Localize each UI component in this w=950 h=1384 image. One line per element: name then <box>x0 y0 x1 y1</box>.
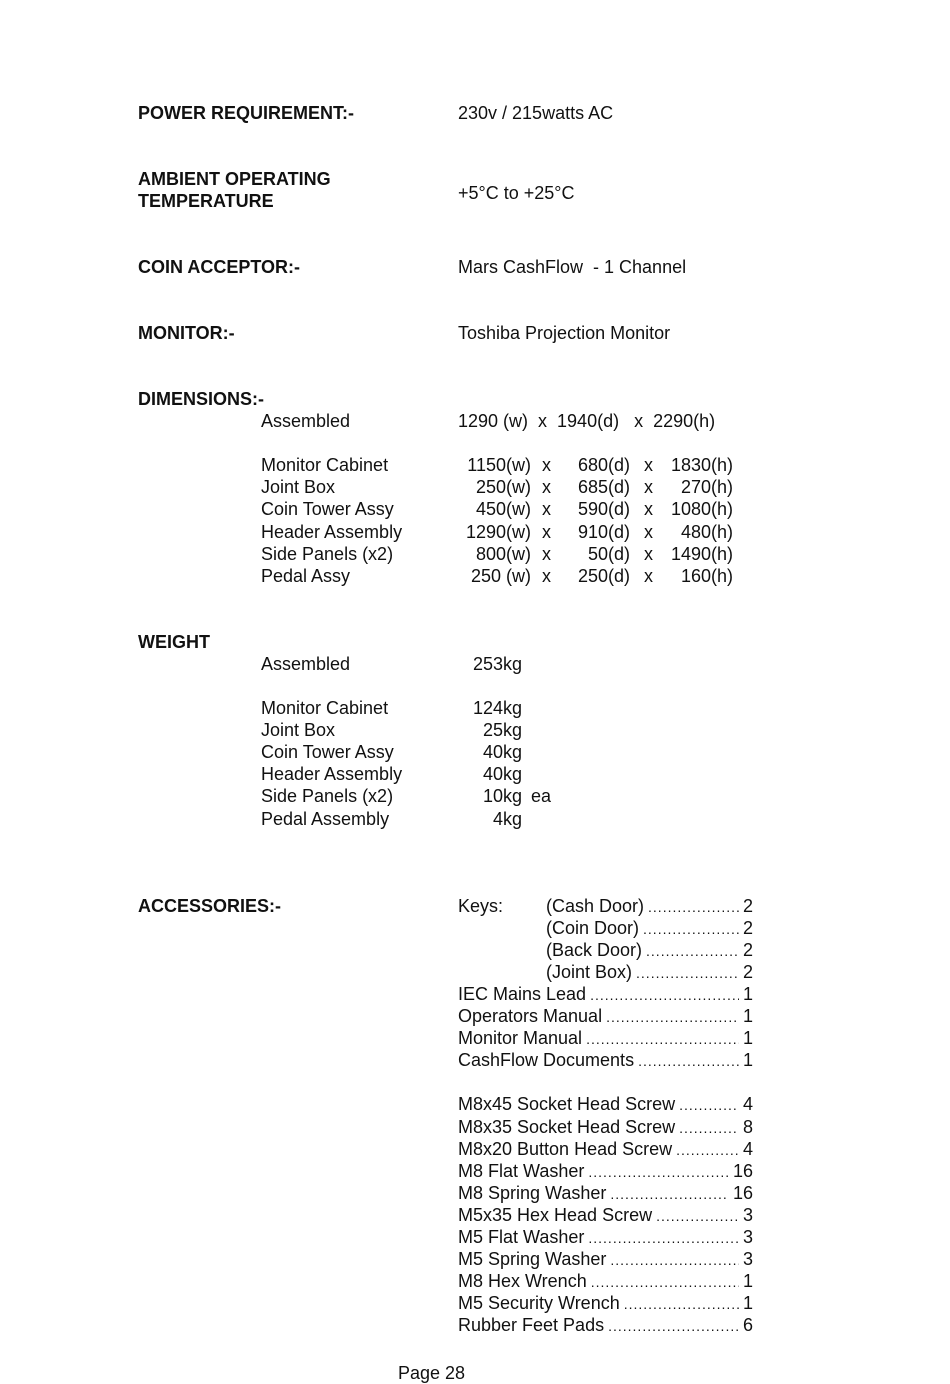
accessory-item <box>458 1005 753 1027</box>
dimensions-label: DIMENSIONS:- <box>138 389 264 409</box>
accessory-name: M8 Flat Washer <box>458 1160 585 1181</box>
dot-leader <box>590 984 739 1006</box>
accessory-quantity: 8 <box>742 1116 753 1137</box>
accessory-quantity: 3 <box>742 1226 753 1247</box>
dimension-height: 160(h) <box>680 566 733 586</box>
dot-leader <box>679 1117 739 1139</box>
dimension-separator: x <box>644 499 653 520</box>
weight-value: 40kg <box>482 742 522 763</box>
weight-part-name: Joint Box <box>261 720 336 741</box>
dimension-height: 1080(h) <box>670 499 733 520</box>
key-item <box>458 939 753 961</box>
monitor-value: Toshiba Projection Monitor <box>458 323 671 343</box>
weight-assembled-label: Assembled <box>261 654 351 674</box>
dimension-part-name: Header Assembly <box>261 521 403 542</box>
accessory-item <box>458 1049 753 1071</box>
dimension-row <box>261 543 781 565</box>
accessories-label: ACCESSORIES:- <box>138 896 282 916</box>
dimension-separator: x <box>542 521 551 542</box>
accessory-name: (Back Door) <box>546 940 643 961</box>
dimensions-assembled-label: Assembled <box>261 411 351 431</box>
weight-value: 40kg <box>482 764 522 785</box>
dimension-row <box>261 521 781 543</box>
accessory-name: Rubber Feet Pads <box>458 1314 605 1335</box>
weight-note: ea <box>531 786 552 807</box>
accessory-quantity: 2 <box>742 896 753 916</box>
hardware-item <box>458 1093 753 1115</box>
dimension-separator: x <box>542 499 551 520</box>
dimension-depth: 680(d) <box>577 455 630 475</box>
hardware-item <box>458 1226 753 1248</box>
dimension-depth: 50(d) <box>587 543 630 564</box>
power-requirement-value: 230v / 215watts AC <box>458 103 614 123</box>
dimension-separator: x <box>542 566 551 586</box>
dimension-row <box>261 498 781 520</box>
dot-leader <box>588 1227 739 1249</box>
dimension-part-name: Side Panels (x2) <box>261 543 394 564</box>
dimension-row <box>261 565 781 587</box>
weight-label: WEIGHT <box>138 632 210 652</box>
weight-row <box>261 719 581 741</box>
dot-leader <box>676 1139 739 1161</box>
dot-leader <box>679 1094 739 1116</box>
weight-row <box>261 808 581 830</box>
weight-row <box>261 697 581 719</box>
weight-part-name: Coin Tower Assy <box>261 742 394 763</box>
page-number: Page 28 <box>397 1363 466 1383</box>
accessory-name: Monitor Manual <box>458 1028 583 1049</box>
key-item <box>458 917 753 939</box>
accessory-quantity: 3 <box>742 1204 753 1225</box>
dot-leader <box>586 1028 739 1050</box>
accessory-name: (Coin Door) <box>546 918 640 939</box>
dimension-height: 480(h) <box>680 521 733 542</box>
dimension-part-name: Pedal Assy <box>261 566 351 586</box>
weight-part-name: Side Panels (x2) <box>261 786 394 807</box>
accessory-quantity: 2 <box>742 940 753 961</box>
dimension-part-name: Coin Tower Assy <box>261 499 394 520</box>
accessory-quantity: 1 <box>742 984 753 1005</box>
dimension-depth: 590(d) <box>577 499 630 520</box>
key-item <box>458 895 753 917</box>
dimension-height: 1490(h) <box>670 543 733 564</box>
weight-row <box>261 763 581 785</box>
hardware-item <box>458 1182 753 1204</box>
hardware-item <box>458 1292 753 1314</box>
weight-assembled-value: 253kg <box>472 654 522 674</box>
accessory-name: M8x45 Socket Head Screw <box>458 1094 676 1115</box>
accessory-name: M5x35 Hex Head Screw <box>458 1204 653 1225</box>
hardware-item <box>458 1314 753 1336</box>
hardware-item <box>458 1248 753 1270</box>
accessory-quantity: 4 <box>742 1138 753 1159</box>
dimension-width: 800(w) <box>475 543 531 564</box>
weight-value: 124kg <box>472 698 522 718</box>
accessory-item <box>458 1027 753 1049</box>
weight-value: 25kg <box>482 720 522 741</box>
accessory-name: M5 Spring Washer <box>458 1248 607 1269</box>
hardware-item <box>458 1160 753 1182</box>
dimension-height: 1830(h) <box>670 455 733 475</box>
accessory-quantity: 2 <box>742 918 753 939</box>
dimensions-assembled-value: 1290 (w) x 1940(d) x 2290(h) <box>458 411 716 431</box>
dot-leader <box>608 1315 739 1337</box>
dot-leader <box>624 1293 739 1315</box>
keys-label: Keys: <box>458 896 504 916</box>
hardware-item <box>458 1270 753 1292</box>
dot-leader <box>656 1205 739 1227</box>
accessory-name: M8 Hex Wrench <box>458 1270 587 1291</box>
dot-leader <box>588 1161 729 1183</box>
dimension-depth: 250(d) <box>577 566 630 586</box>
weight-value: 10kg <box>482 786 522 807</box>
accessory-name: M8 Spring Washer <box>458 1182 607 1203</box>
accessory-name: (Joint Box) <box>546 962 633 983</box>
dimension-separator: x <box>644 543 653 564</box>
accessory-quantity: 16 <box>732 1160 753 1181</box>
accessory-name: Operators Manual <box>458 1006 603 1027</box>
dot-leader <box>646 940 739 962</box>
accessory-quantity: 16 <box>732 1182 753 1203</box>
ambient-temperature-label-line1: AMBIENT OPERATING <box>138 169 331 189</box>
accessory-quantity: 1 <box>742 1006 753 1027</box>
accessory-quantity: 6 <box>742 1314 753 1335</box>
dimension-separator: x <box>644 455 653 475</box>
weight-part-name: Pedal Assembly <box>261 808 390 829</box>
accessory-quantity: 2 <box>742 962 753 983</box>
weight-part-name: Monitor Cabinet <box>261 698 389 718</box>
dimension-separator: x <box>644 566 653 586</box>
dot-leader <box>610 1249 739 1271</box>
coin-acceptor-value: Mars CashFlow - 1 Channel <box>458 257 687 277</box>
dot-leader <box>636 962 739 984</box>
dimension-width: 1150(w) <box>467 455 531 475</box>
dimension-width: 1290(w) <box>465 521 531 542</box>
hardware-item <box>458 1138 753 1160</box>
dimension-separator: x <box>644 477 653 498</box>
power-requirement-label: POWER REQUIREMENT:- <box>138 103 354 123</box>
coin-acceptor-label: COIN ACCEPTOR:- <box>138 257 300 277</box>
accessory-name: M5 Security Wrench <box>458 1292 620 1313</box>
hardware-item <box>458 1204 753 1226</box>
dot-leader <box>606 1006 739 1028</box>
accessory-quantity: 1 <box>742 1292 753 1313</box>
dimension-depth: 685(d) <box>577 477 630 498</box>
dimension-part-name: Joint Box <box>261 477 336 498</box>
dot-leader <box>610 1183 729 1205</box>
key-item <box>458 961 753 983</box>
ambient-temperature-label-line2: TEMPERATURE <box>138 191 274 211</box>
dimension-width: 250 (w) <box>470 566 531 586</box>
dimension-separator: x <box>542 543 551 564</box>
dot-leader <box>591 1271 739 1293</box>
dot-leader <box>648 896 739 918</box>
dimension-width: 250(w) <box>475 477 531 498</box>
dimension-width: 450(w) <box>475 499 531 520</box>
accessory-quantity: 1 <box>742 1028 753 1049</box>
accessory-quantity: 3 <box>742 1248 753 1269</box>
accessory-quantity: 1 <box>742 1270 753 1291</box>
ambient-temperature-value: +5°C to +25°C <box>458 183 575 203</box>
weight-value: 4kg <box>492 808 522 829</box>
dimension-separator: x <box>542 455 551 475</box>
accessory-name: (Cash Door) <box>546 896 645 916</box>
dimension-height: 270(h) <box>680 477 733 498</box>
accessory-name: M8x20 Button Head Screw <box>458 1138 673 1159</box>
dot-leader <box>638 1050 739 1072</box>
monitor-label: MONITOR:- <box>138 323 235 343</box>
dimension-separator: x <box>644 521 653 542</box>
accessory-name: M8x35 Socket Head Screw <box>458 1116 676 1137</box>
accessory-name: IEC Mains Lead <box>458 984 587 1005</box>
dimension-depth: 910(d) <box>577 521 630 542</box>
dot-leader <box>643 918 739 940</box>
accessory-item <box>458 983 753 1005</box>
accessory-quantity: 4 <box>742 1094 753 1115</box>
dimension-separator: x <box>542 477 551 498</box>
dimension-row <box>261 454 781 476</box>
accessory-quantity: 1 <box>742 1050 753 1071</box>
accessory-name: M5 Flat Washer <box>458 1226 585 1247</box>
dimension-part-name: Monitor Cabinet <box>261 455 389 475</box>
weight-part-name: Header Assembly <box>261 764 403 785</box>
weight-row <box>261 785 581 807</box>
weight-assembled-row <box>261 653 581 675</box>
hardware-item <box>458 1116 753 1138</box>
dimension-row <box>261 476 781 498</box>
weight-row <box>261 741 581 763</box>
accessory-name: CashFlow Documents <box>458 1050 635 1071</box>
